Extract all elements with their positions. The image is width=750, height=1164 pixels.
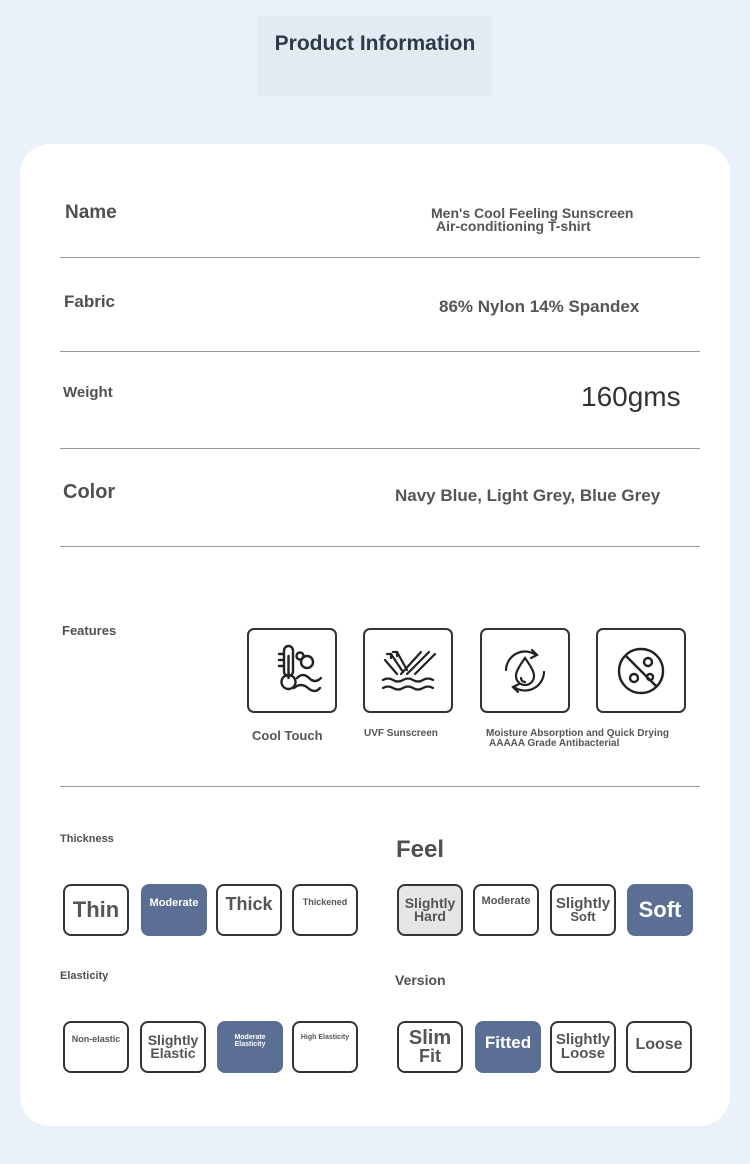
product-info-card	[20, 144, 730, 1126]
version-option-fitted: Fitted	[475, 1021, 541, 1073]
feature-moisture	[480, 628, 570, 713]
elasticity-option-high: High Elasticity	[292, 1021, 358, 1073]
feature-antibacterial	[596, 628, 686, 713]
version-option-line2: Fit	[419, 1045, 441, 1066]
elasticity-option-moderate: Moderate Elasticity	[217, 1021, 283, 1073]
elasticity-label: Elasticity	[60, 970, 109, 982]
fabric-value: 86% Nylon 14% Spandex	[439, 297, 640, 316]
version-option-line1: Slim	[408, 1026, 452, 1049]
version-option-slim-fit	[397, 1021, 463, 1073]
divider	[60, 448, 700, 449]
name-value-line1: Men's Cool Feeling Sunscreen	[431, 205, 634, 221]
weight-value: 160gms	[581, 381, 681, 412]
feel-option-slightly-hard	[397, 884, 463, 936]
color-value: Navy Blue, Light Grey, Blue Grey	[395, 486, 661, 505]
feature-caption-uvf: UVF Sunscreen	[364, 728, 438, 739]
thickness-label: Thickness	[60, 833, 114, 845]
divider	[60, 351, 700, 352]
version-option-line1: Slightly	[555, 1030, 611, 1048]
page-title: Product Information	[258, 16, 492, 96]
elasticity-option-slightly-elastic	[140, 1021, 206, 1073]
version-label: Version	[395, 972, 446, 988]
thickness-option-thickened: Thickened	[292, 884, 358, 936]
feel-option-soft: Soft	[627, 884, 693, 936]
name-value-line2: Air-conditioning T-shirt	[436, 218, 591, 234]
elasticity-option-line1: Slightly	[147, 1031, 199, 1048]
fabric-label: Fabric	[64, 292, 116, 311]
thickness-option-thick: Thick	[216, 884, 282, 936]
feature-caption-cool-touch: Cool Touch	[252, 728, 323, 743]
feel-option-slightly-soft	[550, 884, 616, 936]
feature-uvf-sunscreen	[363, 628, 453, 713]
color-label: Color	[63, 481, 116, 503]
feel-option-line2: Hard	[414, 908, 446, 924]
name-label: Name	[65, 202, 117, 223]
thickness-option-thin: Thin	[63, 884, 129, 936]
features-label: Features	[62, 623, 117, 638]
drop-cycle-icon	[494, 640, 556, 702]
feature-caption-antibacterial: AAAAA Grade Antibacterial	[489, 738, 620, 749]
feel-option-line2: Soft	[570, 908, 596, 924]
feature-cool-touch	[247, 628, 337, 713]
feel-option-line1: Slightly	[404, 894, 456, 911]
weight-label: Weight	[63, 384, 113, 401]
version-option-line2: Loose	[560, 1045, 606, 1062]
no-bacteria-icon	[610, 640, 672, 702]
sun-rays-water-icon	[377, 640, 439, 702]
feel-label: Feel	[396, 836, 445, 863]
divider	[60, 546, 700, 547]
version-option-slightly-loose	[550, 1021, 616, 1073]
elasticity-option-line2: Elastic	[150, 1045, 196, 1061]
thermometer-wave-icon	[261, 640, 323, 702]
feel-option-moderate: Moderate	[473, 884, 539, 936]
version-option-loose: Loose	[626, 1021, 692, 1073]
thickness-option-moderate: Moderate	[141, 884, 207, 936]
feature-caption-moisture: Moisture Absorption and Quick Drying	[486, 728, 669, 739]
divider	[60, 786, 700, 787]
feel-option-line1: Slightly	[555, 894, 611, 912]
divider	[60, 257, 700, 258]
elasticity-option-non-elastic: Non-elastic	[63, 1021, 129, 1073]
